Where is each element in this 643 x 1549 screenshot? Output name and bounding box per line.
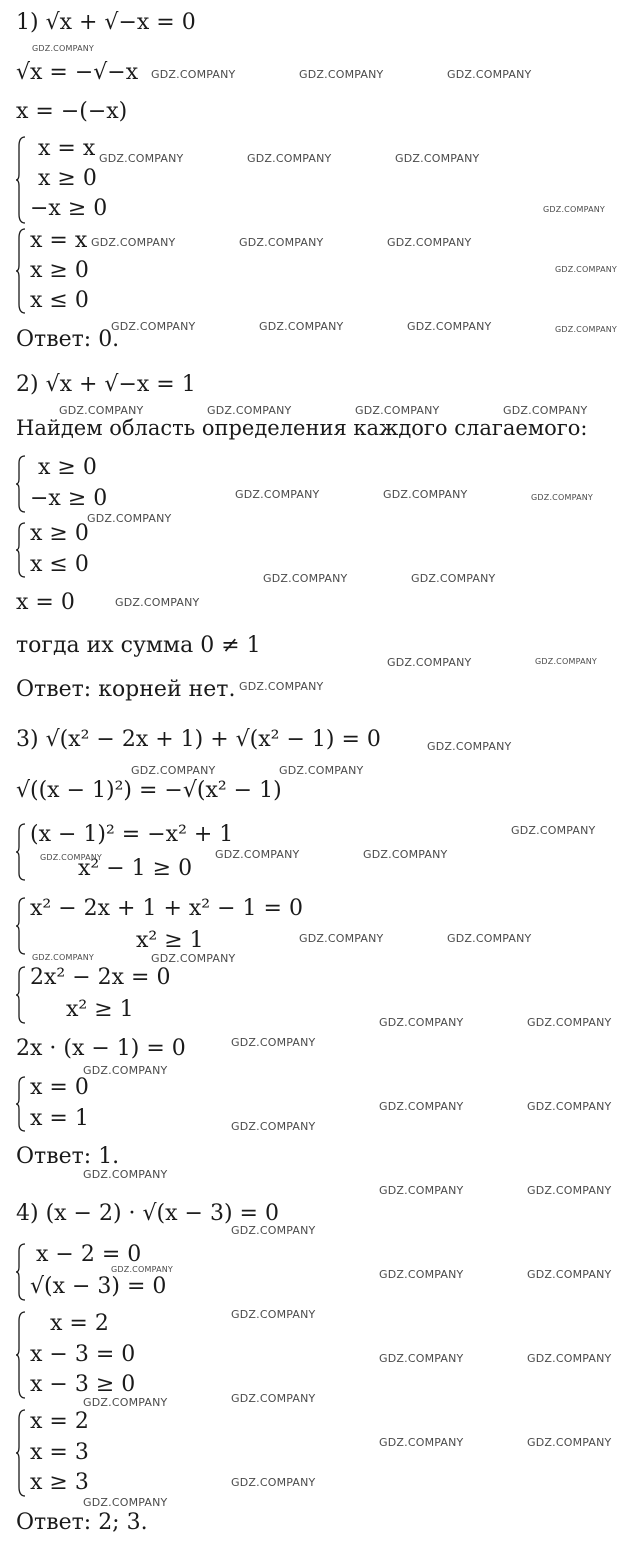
- brace-icon: [16, 1311, 26, 1399]
- brace-icon: [16, 1409, 26, 1497]
- watermark: GDZ.COMPANY: [379, 1436, 464, 1449]
- watermark: GDZ.COMPANY: [379, 1100, 464, 1113]
- problem-3-system-2: [16, 897, 336, 955]
- watermark: GDZ.COMPANY: [215, 848, 300, 861]
- system-row: x ≥ 0: [30, 258, 89, 283]
- problem-2-system-2: [16, 522, 156, 578]
- watermark: GDZ.COMPANY: [383, 488, 468, 501]
- watermark: GDZ.COMPANY: [379, 1016, 464, 1029]
- brace-icon: [16, 966, 26, 1024]
- watermark: GDZ.COMPANY: [279, 764, 364, 777]
- watermark: GDZ.COMPANY: [40, 853, 103, 862]
- problem-4-system-2: [16, 1311, 196, 1399]
- watermark: GDZ.COMPANY: [527, 1184, 612, 1197]
- system-row: x² − 2x + 1 + x² − 1 = 0: [30, 896, 303, 921]
- watermark: GDZ.COMPANY: [447, 932, 532, 945]
- problem-1-step-2: x = −(−x): [16, 99, 128, 124]
- system-row: x ≥ 3: [30, 1470, 89, 1495]
- problem-2-answer: Ответ: корней нет.: [16, 677, 236, 702]
- watermark: GDZ.COMPANY: [87, 512, 172, 525]
- watermark: GDZ.COMPANY: [527, 1100, 612, 1113]
- system-row: x − 3 ≥ 0: [30, 1372, 136, 1397]
- system-row: x = 2: [50, 1311, 109, 1336]
- system-row: x = 1: [30, 1106, 89, 1131]
- watermark: GDZ.COMPANY: [151, 68, 236, 81]
- problem-2-system-1: [16, 455, 156, 513]
- watermark: GDZ.COMPANY: [231, 1476, 316, 1489]
- watermark: GDZ.COMPANY: [115, 596, 200, 609]
- system-row: x² ≥ 1: [66, 997, 134, 1022]
- problem-4-system-3: [16, 1409, 156, 1497]
- problem-2-domain-text: Найдем область определения каждого слагаемого:: [16, 416, 588, 440]
- watermark: GDZ.COMPANY: [207, 404, 292, 417]
- watermark: GDZ.COMPANY: [527, 1436, 612, 1449]
- watermark: GDZ.COMPANY: [111, 320, 196, 333]
- problem-3-step-2: 2x · (x − 1) = 0: [16, 1036, 186, 1061]
- system-row: √(x − 3) = 0: [30, 1274, 167, 1299]
- watermark: GDZ.COMPANY: [83, 1396, 168, 1409]
- watermark: GDZ.COMPANY: [131, 764, 216, 777]
- watermark: GDZ.COMPANY: [239, 236, 324, 249]
- watermark: GDZ.COMPANY: [387, 236, 472, 249]
- watermark: GDZ.COMPANY: [363, 848, 448, 861]
- watermark: GDZ.COMPANY: [543, 205, 606, 214]
- watermark: GDZ.COMPANY: [427, 740, 512, 753]
- watermark: GDZ.COMPANY: [259, 320, 344, 333]
- system-row: x = x: [38, 136, 96, 161]
- watermark: GDZ.COMPANY: [411, 572, 496, 585]
- system-row: (x − 1)² = −x² + 1: [30, 822, 234, 847]
- watermark: GDZ.COMPANY: [231, 1392, 316, 1405]
- problem-1-system-1: [16, 136, 176, 224]
- watermark: GDZ.COMPANY: [503, 404, 588, 417]
- watermark: GDZ.COMPANY: [555, 265, 618, 274]
- problem-3-answer: Ответ: 1.: [16, 1144, 120, 1169]
- brace-icon: [16, 897, 26, 955]
- watermark: GDZ.COMPANY: [59, 404, 144, 417]
- watermark: GDZ.COMPANY: [231, 1224, 316, 1237]
- watermark: GDZ.COMPANY: [379, 1184, 464, 1197]
- watermark: GDZ.COMPANY: [151, 952, 236, 965]
- watermark: GDZ.COMPANY: [299, 68, 384, 81]
- watermark: GDZ.COMPANY: [231, 1036, 316, 1049]
- problem-2-equation: 2) √x + √−x = 1: [16, 372, 196, 397]
- system-row: −x ≥ 0: [30, 196, 108, 221]
- problem-4-equation: 4) (x − 2) · √(x − 3) = 0: [16, 1201, 279, 1226]
- system-row: x = 0: [30, 1075, 89, 1100]
- watermark: GDZ.COMPANY: [407, 320, 492, 333]
- watermark: GDZ.COMPANY: [32, 953, 95, 962]
- brace-icon: [16, 823, 26, 881]
- watermark: GDZ.COMPANY: [32, 44, 95, 53]
- problem-3-step-1: √((x − 1)²) = −√(x² − 1): [16, 778, 282, 803]
- watermark: GDZ.COMPANY: [83, 1496, 168, 1509]
- problem-1-equation: 1) √x + √−x = 0: [16, 10, 196, 35]
- system-row: x² − 1 ≥ 0: [78, 856, 193, 881]
- system-row: x ≤ 0: [30, 552, 89, 577]
- problem-1-step-1: √x = −√−x: [16, 60, 139, 85]
- problem-4-answer: Ответ: 2; 3.: [16, 1510, 148, 1535]
- watermark: GDZ.COMPANY: [355, 404, 440, 417]
- system-row: 2x² − 2x = 0: [30, 965, 171, 990]
- watermark: GDZ.COMPANY: [527, 1352, 612, 1365]
- watermark: GDZ.COMPANY: [379, 1352, 464, 1365]
- system-row: x ≥ 0: [38, 166, 97, 191]
- problem-3-equation: 3) √(x² − 2x + 1) + √(x² − 1) = 0: [16, 727, 381, 752]
- watermark: GDZ.COMPANY: [247, 152, 332, 165]
- problem-2-sum-text: тогда их сумма 0 ≠ 1: [16, 633, 261, 658]
- system-row: −x ≥ 0: [30, 486, 108, 511]
- watermark: GDZ.COMPANY: [263, 572, 348, 585]
- watermark: GDZ.COMPANY: [299, 932, 384, 945]
- watermark: GDZ.COMPANY: [531, 493, 594, 502]
- watermark: GDZ.COMPANY: [527, 1016, 612, 1029]
- watermark: GDZ.COMPANY: [111, 1265, 174, 1274]
- watermark: GDZ.COMPANY: [83, 1064, 168, 1077]
- system-row: x² ≥ 1: [136, 928, 204, 953]
- watermark: GDZ.COMPANY: [231, 1308, 316, 1321]
- watermark: GDZ.COMPANY: [91, 236, 176, 249]
- watermark: GDZ.COMPANY: [387, 656, 472, 669]
- watermark: GDZ.COMPANY: [231, 1120, 316, 1133]
- brace-icon: [16, 136, 26, 224]
- brace-icon: [16, 1076, 26, 1132]
- watermark: GDZ.COMPANY: [83, 1168, 168, 1181]
- system-row: x ≤ 0: [30, 288, 89, 313]
- brace-icon: [16, 522, 26, 578]
- system-row: x = 2: [30, 1409, 89, 1434]
- watermark: GDZ.COMPANY: [379, 1268, 464, 1281]
- system-row: x = 3: [30, 1440, 89, 1465]
- brace-icon: [16, 228, 26, 314]
- watermark: GDZ.COMPANY: [447, 68, 532, 81]
- system-row: x = x: [30, 228, 88, 253]
- watermark: GDZ.COMPANY: [239, 680, 324, 693]
- system-row: x − 2 = 0: [36, 1242, 142, 1267]
- watermark: GDZ.COMPANY: [99, 152, 184, 165]
- watermark: GDZ.COMPANY: [535, 657, 598, 666]
- watermark: GDZ.COMPANY: [235, 488, 320, 501]
- problem-3-system-3: [16, 966, 216, 1024]
- watermark: GDZ.COMPANY: [395, 152, 480, 165]
- system-row: x ≥ 0: [38, 455, 97, 480]
- watermark: GDZ.COMPANY: [555, 325, 618, 334]
- problem-3-system-4: [16, 1076, 156, 1132]
- problem-2-step: x = 0: [16, 590, 75, 615]
- watermark: GDZ.COMPANY: [527, 1268, 612, 1281]
- brace-icon: [16, 1243, 26, 1301]
- system-row: x ≥ 0: [30, 521, 89, 546]
- watermark: GDZ.COMPANY: [511, 824, 596, 837]
- system-row: x − 3 = 0: [30, 1342, 136, 1367]
- brace-icon: [16, 455, 26, 513]
- problem-1-answer: Ответ: 0.: [16, 327, 120, 352]
